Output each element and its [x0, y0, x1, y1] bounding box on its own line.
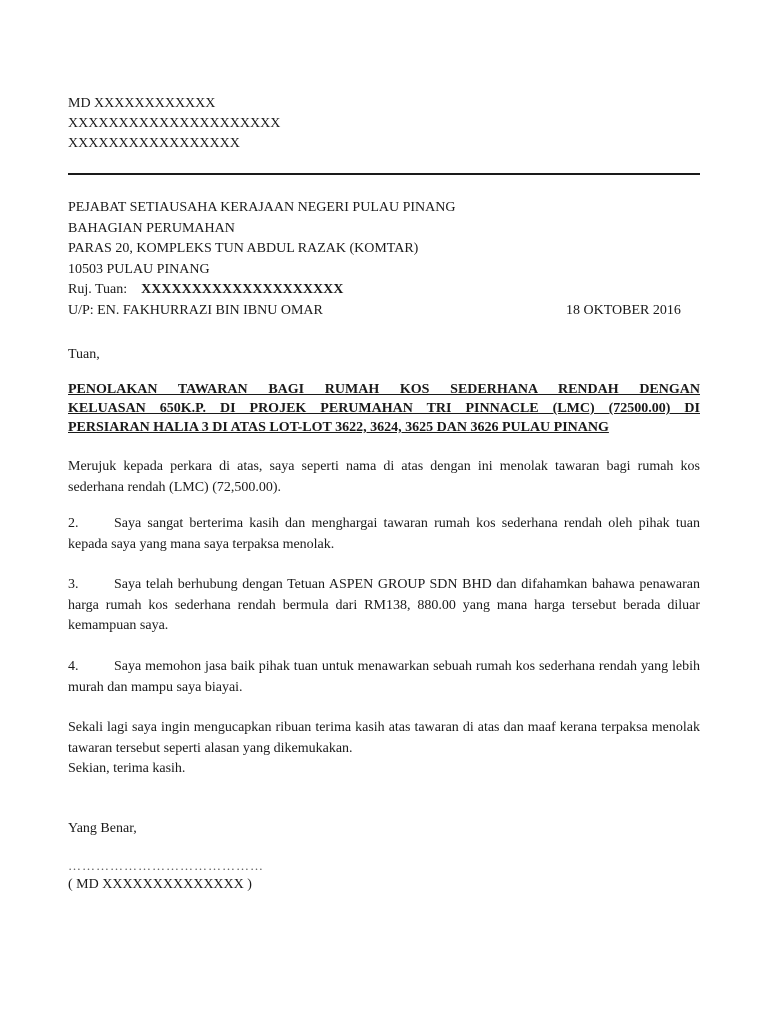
paragraph-3	[68, 575, 700, 637]
recipient-line-4: 10503 PULAU PINANG	[68, 261, 210, 277]
paragraph-2	[68, 514, 700, 555]
paragraph-3-text: Saya telah berhubung dengan Tetuan ASPEN GROUP SDN BHD dan difahamkan bahawa penawaran harga rumah kos sederhana rendah bermula dari RM138, 880.00 yang mana harga tersebut berada diluar kemampuan saya.	[68, 577, 700, 633]
reference-value: XXXXXXXXXXXXXXXXXXXX	[141, 282, 344, 297]
sign-off-line: Sekian, terima kasih.	[68, 761, 186, 776]
signatory-name: ( MD XXXXXXXXXXXXXX )	[68, 877, 252, 892]
sender-block	[68, 94, 280, 154]
subject-heading	[68, 380, 700, 437]
recipient-line-1: PEJABAT SETIAUSAHA KERAJAAN NEGERI PULAU PINANG	[68, 200, 456, 215]
sender-address-line-2: XXXXXXXXXXXXXXXXX	[68, 136, 240, 151]
reference-label: Ruj. Tuan:	[68, 282, 128, 297]
closing-paragraph	[68, 718, 700, 780]
attention-line: U/P: EN. FAKHURRAZI BIN IBNU OMAR	[68, 302, 323, 318]
letter-date: 18 OKTOBER 2016	[566, 302, 681, 318]
sender-address-line-1: XXXXXXXXXXXXXXXXXXXXX	[68, 116, 281, 131]
closing-paragraph-text: Sekali lagi saya ingin mengucapkan ribuan terima kasih atas tawaran di atas dan maaf kerana terpaksa menolak tawaran tersebut seperti alasan yang dikemukakan.	[68, 720, 700, 756]
recipient-line-3: PARAS 20, KOMPLEKS TUN ABDUL RAZAK (KOMTAR)	[68, 241, 419, 256]
header-divider	[68, 173, 700, 175]
signature-dotted-line: ……………………………………	[68, 858, 264, 873]
paragraph-4-text: Saya memohon jasa baik pihak tuan untuk menawarkan sebuah rumah kos sederhana rendah yang lebih murah dan mampu saya biayai.	[68, 659, 700, 695]
reference-row	[68, 280, 700, 301]
paragraph-2-number: 2.	[68, 516, 79, 531]
recipient-line-2: BAHAGIAN PERUMAHAN	[68, 220, 235, 236]
intro-paragraph: Merujuk kepada perkara di atas, saya seperti nama di atas dengan ini menolak tawaran bagi rumah kos sederhana rendah (LMC) (72,500.00).	[68, 459, 700, 495]
subject-line-3: PERSIARAN HALIA 3 DI ATAS LOT-LOT 3622, 3624, 3625 DAN 3626 PULAU PINANG	[68, 420, 609, 435]
paragraph-4-number: 4.	[68, 659, 79, 674]
salutation: Tuan,	[68, 347, 100, 362]
subject-line-1: PENOLAKAN TAWARAN BAGI RUMAH KOS SEDERHANA RENDAH DENGAN	[68, 382, 700, 397]
recipient-block	[68, 198, 700, 321]
paragraph-2-text: Saya sangat berterima kasih dan menghargai tawaran rumah kos sederhana rendah oleh pihak tuan kepada saya yang mana saya terpaksa menolak.	[68, 516, 700, 552]
subject-line-2: KELUASAN 650K.P. DI PROJEK PERUMAHAN TRI PINNACLE (LMC) (72500.00) DI	[68, 401, 700, 416]
yours-faithfully: Yang Benar,	[68, 821, 137, 836]
sender-name: MD XXXXXXXXXXXX	[68, 96, 216, 111]
paragraph-3-number: 3.	[68, 577, 79, 592]
paragraph-4	[68, 657, 700, 698]
attention-row	[68, 301, 700, 322]
